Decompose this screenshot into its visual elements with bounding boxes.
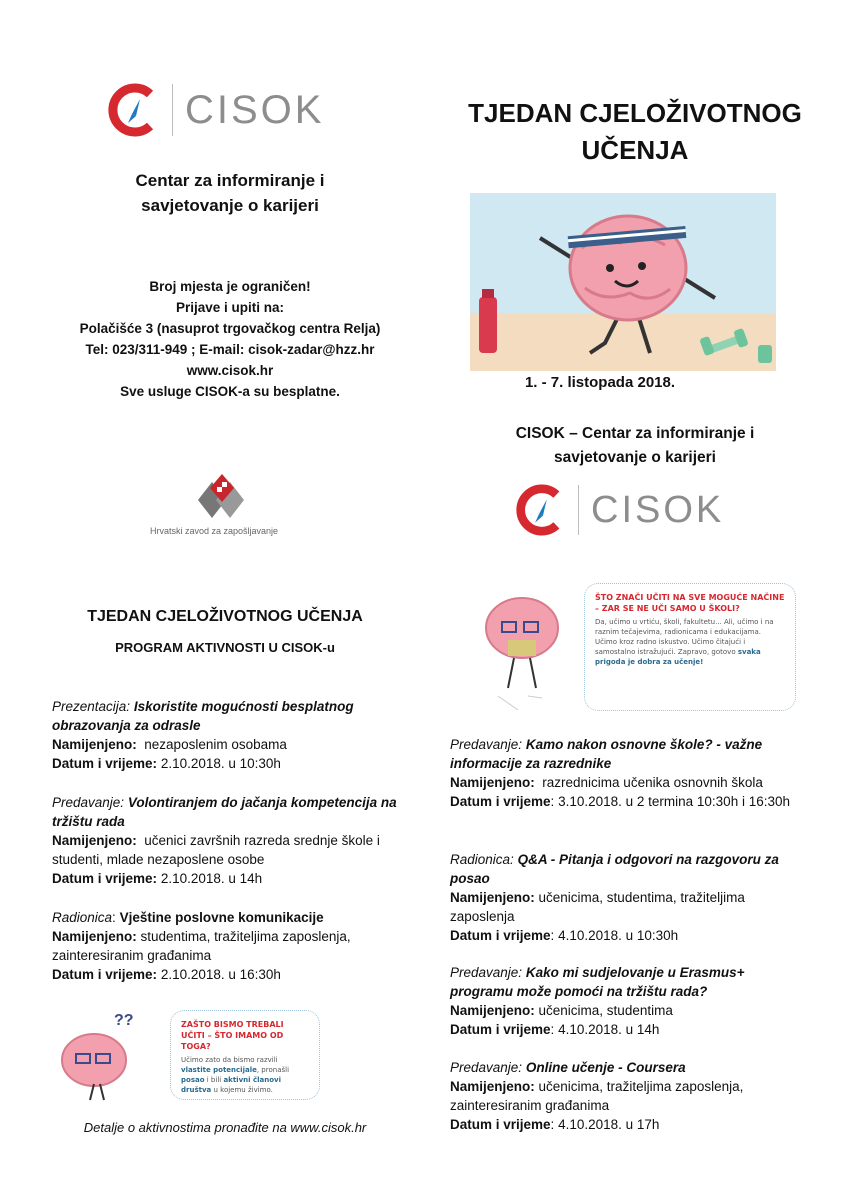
program-subtitle: PROGRAM AKTIVNOSTI U CISOK-u xyxy=(115,640,335,655)
activity-right-3: Predavanje: Kako mi sudjelovanje u Erasmus+ programu može pomoći na tržištu rada? Namijenjeno: učenicima, studentima Datum i vrijeme: 4.10.2018. u 14h xyxy=(450,965,745,1037)
activity-title: Online učenje - Coursera xyxy=(525,1060,686,1075)
label-for: Namijenjeno: xyxy=(450,890,535,905)
label-when: Datum i vrijeme xyxy=(52,756,153,771)
hzz-logo xyxy=(188,470,260,518)
activity-type: Predavanje: xyxy=(450,1060,523,1075)
center-name-line2: savjetovanje o karijeri xyxy=(141,196,319,215)
activity-when: 2.10.2018. u 10:30h xyxy=(160,756,281,771)
program-footer: Detalje o aktivnostima pronađite na www.cisok.hr xyxy=(83,1120,367,1135)
activity-for: učenicima, studentima, tražiteljima zaposlenja xyxy=(450,890,745,924)
program-title: TJEDAN CJELOŽIVOTNOG UČENJA xyxy=(87,608,363,625)
activity-title: Volontiranjem do jačanja kompetencija na tržištu rada xyxy=(52,795,397,829)
label-for: Namijenjeno: xyxy=(450,1079,535,1094)
question-marks: ?? xyxy=(114,1012,134,1029)
speech-bubble-bottom xyxy=(170,1010,320,1100)
label-for: Namijenjeno: xyxy=(450,775,535,790)
activity-left-1: Prezentacija: Iskoristite mogućnosti besplatnog obrazovanja za odrasle Namijenjeno: nezaposlenim osobama Datum i vrijeme: 2.10.2018. u 10:30h xyxy=(52,699,354,771)
activity-title: Vještine poslovne komunikacije xyxy=(119,910,324,925)
activity-type: Predavanje: xyxy=(52,795,125,810)
activity-type: Radionica xyxy=(52,910,113,925)
label-when: Datum i vrijeme xyxy=(52,871,153,886)
hzz-emblem-icon xyxy=(188,470,260,518)
activity-type: Prezentacija: xyxy=(52,699,131,714)
activity-when: 4.10.2018. u 14h xyxy=(558,1022,660,1037)
label-for: Namijenjeno: xyxy=(52,833,137,848)
activity-title: Q&A - Pitanja i odgovori na razgovoru za posao xyxy=(450,852,779,886)
label-when: Datum i vrijeme xyxy=(450,1117,551,1132)
label-when: Datum i vrijeme xyxy=(450,1022,551,1037)
reading-brain-illustration xyxy=(478,588,568,710)
cisok-logo-top xyxy=(108,80,324,140)
cisok-compass-icon xyxy=(516,483,566,537)
center-name-line1: Centar za informiranje i xyxy=(135,171,325,190)
phone-email: Tel: 023/311-949 ; E-mail: cisok-zadar@hzz.hr xyxy=(85,342,375,357)
cisok-compass-icon xyxy=(108,82,160,138)
activity-for: učenicima, studentima xyxy=(538,1003,673,1018)
activity-for: studentima, tražiteljima zaposlenja, zainteresiranim građanima xyxy=(52,929,351,963)
bubble-emphasis: aktivni članovi društva xyxy=(181,1076,281,1094)
activity-when: 4.10.2018. u 10:30h xyxy=(558,928,679,943)
activity-when: 2.10.2018. u 16:30h xyxy=(160,967,281,982)
cover-title-line2: UČENJA xyxy=(581,135,689,165)
activity-type: Radionica: xyxy=(450,852,514,867)
activity-for: razrednicima učenika osnovnih škola xyxy=(542,775,763,790)
bubble-text-part: , pronašli xyxy=(256,1066,290,1074)
activity-for: nezaposlenim osobama xyxy=(144,737,287,752)
exercise-brain-illustration xyxy=(470,193,776,371)
bubble-emphasis: posao xyxy=(181,1076,205,1084)
cover-subtitle-line1: CISOK – Centar za informiranje i xyxy=(515,425,755,442)
label-for: Namijenjeno: xyxy=(450,1003,535,1018)
cover-subtitle xyxy=(450,422,820,470)
cover-title xyxy=(450,95,820,169)
activity-right-1: Predavanje: Kamo nakon osnovne škole? - važne informacije za razrednike Namijenjeno: razrednicima učenika osnovnih škola Datum i vrijeme: 3.10.2018. u 2 termina 10:30h i 16:30h xyxy=(450,737,790,809)
bubble-question: ZAŠTO BISMO TREBALI UČITI – ŠTO IMAMO OD TOGA? xyxy=(181,1020,284,1051)
activity-when: 2.10.2018. u 14h xyxy=(160,871,263,886)
activity-type: Predavanje: xyxy=(450,737,523,752)
website: www.cisok.hr xyxy=(186,363,274,378)
bubble-text xyxy=(595,617,785,667)
activity-right-2: Radionica: Q&A - Pitanja i odgovori na razgovoru za posao Namijenjeno: učenicima, studentima, tražiteljima zaposlenja Datum i vrijeme: 4.10.2018. u 10:30h xyxy=(450,852,779,943)
bubble-text-part: Učimo zato da bismo razvili xyxy=(181,1056,278,1064)
label-when: Datum i vrijeme xyxy=(450,928,551,943)
bubble-text-part: i bili xyxy=(206,1076,222,1084)
free-services: Sve usluge CISOK-a su besplatne. xyxy=(120,384,340,399)
activity-left-2: Predavanje: Volontiranjem do jačanja kompetencija na tržištu rada Namijenjeno: učenici završnih razreda srednje škole i studenti, mlade nezaposlene osobe Datum i vrijeme: 2.10.2018. u 14h xyxy=(52,795,397,886)
cisok-logo-right xyxy=(516,482,724,538)
activity-when: 3.10.2018. u 2 termina 10:30h i 16:30h xyxy=(558,794,790,809)
center-name xyxy=(60,168,400,218)
label-for: Namijenjeno: xyxy=(52,737,137,752)
cover-title-line1: TJEDAN CJELOŽIVOTNOG xyxy=(468,98,802,128)
bubble-question: ŠTO ZNAČI UČITI NA SVE MOGUĆE NAČINE – ZAR SE NE UČI SAMO U ŠKOLI? xyxy=(595,593,785,613)
bubble-emphasis: svaka prigoda je dobra za učenje! xyxy=(595,648,761,666)
bubble-emphasis: vlastite potencijale xyxy=(181,1066,257,1074)
activity-when: 4.10.2018. u 17h xyxy=(558,1117,660,1132)
speech-bubble-top xyxy=(584,583,796,711)
activity-for: učenici završnih razreda srednje škole i studenti, mlade nezaposlene osobe xyxy=(52,833,380,867)
brain-reading-icon xyxy=(478,588,568,710)
hzz-caption: Hrvatski zavod za zapošljavanje xyxy=(150,526,279,536)
bubble-text xyxy=(181,1055,309,1095)
activity-type: Predavanje: xyxy=(450,965,523,980)
activity-title: Kamo nakon osnovne škole? - važne informacije za razrednike xyxy=(450,737,763,771)
label-when: Datum i vrijeme xyxy=(450,794,551,809)
cover-subtitle-line2: savjetovanje o karijeri xyxy=(554,449,716,466)
address: Polačišće 3 (nasuprot trgovačkog centra Relja) xyxy=(79,321,381,336)
bubble-text-part: u kojemu živimo. xyxy=(213,1086,273,1094)
bubble-text-part: Da, učimo u vrtiću, školi, fakultetu... Ali, učimo i na raznim tečajevima, radionicama i edukacijama. Učimo kroz radno iskustvo. Učimo čitajući i samostalno istražujući. Zapravo, gotovo xyxy=(595,618,774,656)
limited-notice: Broj mjesta je ograničen! xyxy=(149,279,311,294)
logo-text: CISOK xyxy=(185,87,325,132)
cover-dates: 1. - 7. listopada 2018. xyxy=(524,374,676,391)
apply-label: Prijave i upiti na: xyxy=(175,300,285,315)
label-when: Datum i vrijeme xyxy=(52,967,153,982)
activity-title: Iskoristite mogućnosti besplatnog obrazovanja za odrasle xyxy=(52,699,354,733)
contact-block xyxy=(20,276,440,402)
brain-exercise-icon xyxy=(470,193,776,371)
activity-left-3: Radionica: Vještine poslovne komunikacije Namijenjeno: studentima, tražiteljima zaposlenja, zainteresiranim građanima Datum i vrijeme: 2.10.2018. u 16:30h xyxy=(52,910,351,982)
activity-for: učenicima, tražiteljima zaposlenja, zainteresiranim građanima xyxy=(450,1079,744,1113)
thinking-brain-illustration xyxy=(56,1012,146,1102)
label-for: Namijenjeno: xyxy=(52,929,137,944)
logo-text: CISOK xyxy=(591,488,725,531)
activity-title: Kako mi sudjelovanje u Erasmus+ programu može pomoći na tržištu rada? xyxy=(450,965,745,999)
activity-right-4: Predavanje: Online učenje - Coursera Namijenjeno: učenicima, tražiteljima zaposlenja, zainteresiranim građanima Datum i vrijeme: 4.10.2018. u 17h xyxy=(450,1060,744,1132)
